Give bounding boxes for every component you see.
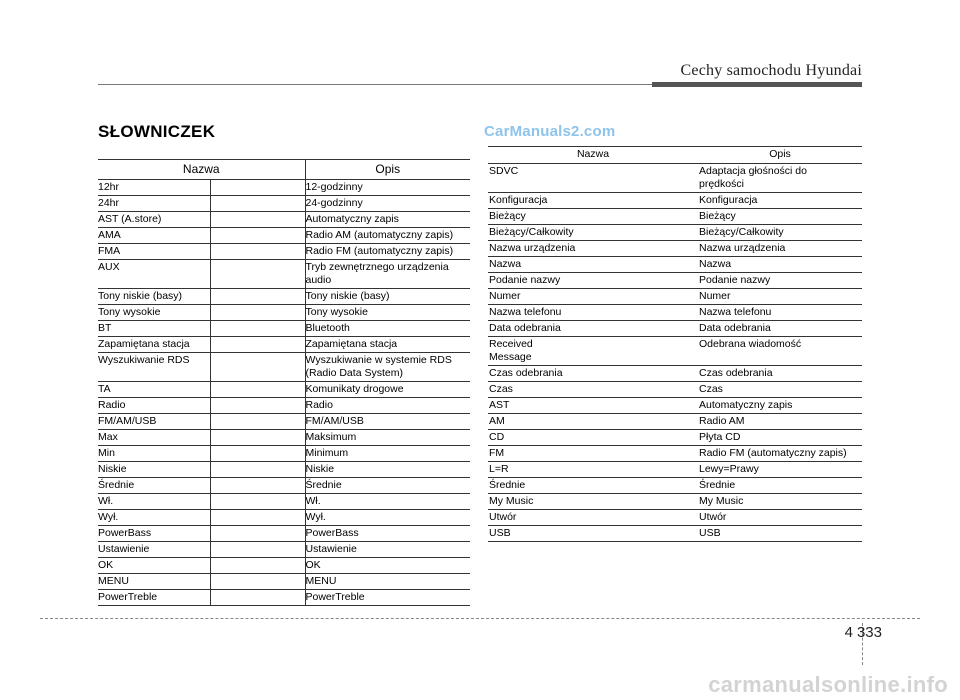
spacer-cell [210,289,305,305]
term-description: Tryb zewnętrznego urządzenia audio [305,260,470,289]
term-description: Średnie [698,478,862,494]
term-description: Wył. [305,510,470,526]
term-description: Radio AM (automatyczny zapis) [305,228,470,244]
table-row [488,510,862,526]
term-name: Zapamiętana stacja [98,337,210,353]
table-row [488,398,862,414]
glossary-table-left [98,159,470,606]
term-name: AST [488,398,698,414]
table-row [98,414,470,430]
term-description: Numer [698,289,862,305]
term-name: Niskie [98,462,210,478]
term-description: Wł. [305,494,470,510]
spacer-cell [210,510,305,526]
term-description: Nazwa telefonu [698,305,862,321]
spacer-cell [210,305,305,321]
table-row [98,353,470,382]
table-row [488,414,862,430]
table-row [98,289,470,305]
term-name: Wł. [98,494,210,510]
footer-divider [40,618,920,619]
term-description: Podanie nazwy [698,273,862,289]
table-row [488,209,862,225]
term-name: AUX [98,260,210,289]
term-description: Tony niskie (basy) [305,289,470,305]
table-row [488,478,862,494]
table-row [488,164,862,193]
term-description: Niskie [305,462,470,478]
table-row [98,542,470,558]
term-name: Nazwa urządzenia [488,241,698,257]
table-header-row [488,147,862,164]
page-header-title: Cechy samochodu Hyundai [680,62,862,79]
section-title: SŁOWNICZEK [98,122,216,141]
term-name: PowerTreble [98,590,210,606]
spacer-cell [210,212,305,228]
term-description: Nazwa urządzenia [698,241,862,257]
table-row [98,574,470,590]
table-row [98,305,470,321]
term-name: FMA [98,244,210,260]
column-header-description: Opis [305,160,470,180]
term-name: Średnie [488,478,698,494]
term-description: Wyszukiwanie w systemie RDS (Radio Data System) [305,353,470,382]
term-description: Radio FM (automatyczny zapis) [305,244,470,260]
term-name: L=R [488,462,698,478]
term-name: OK [98,558,210,574]
table-row [488,366,862,382]
term-name: Bieżący/Całkowity [488,225,698,241]
term-name: AM [488,414,698,430]
table-row [98,228,470,244]
table-row [98,244,470,260]
term-description: Płyta CD [698,430,862,446]
table-row [488,430,862,446]
table-row [98,494,470,510]
table-row [98,337,470,353]
spacer-cell [210,526,305,542]
term-description: OK [305,558,470,574]
spacer-cell [210,446,305,462]
table-row [488,446,862,462]
spacer-cell [210,414,305,430]
chapter-number: 4 [844,624,853,641]
term-description: Czas odebrania [698,366,862,382]
term-description: My Music [698,494,862,510]
table-row [488,305,862,321]
watermark-carmanualsonline: carmanualsonline.info [708,672,948,697]
spacer-cell [210,321,305,337]
term-name: AST (A.store) [98,212,210,228]
table-row [98,382,470,398]
term-name: PowerBass [98,526,210,542]
table-row [98,212,470,228]
table-row [488,289,862,305]
table-row [488,321,862,337]
column-header-name: Nazwa [488,147,698,164]
table-row [98,430,470,446]
term-description: PowerTreble [305,590,470,606]
term-description: Bieżący [698,209,862,225]
table-row [98,462,470,478]
table-row [488,337,862,366]
term-description: 12-godzinny [305,180,470,196]
term-name: Data odebrania [488,321,698,337]
term-name: CD [488,430,698,446]
term-name: Nazwa telefonu [488,305,698,321]
spacer-cell [210,494,305,510]
watermark-carmanuals2: CarManuals2.com [484,123,616,140]
term-name: Nazwa [488,257,698,273]
term-name: My Music [488,494,698,510]
term-description: MENU [305,574,470,590]
term-name: FM [488,446,698,462]
spacer-cell [210,180,305,196]
term-name: Ustawienie [98,542,210,558]
table-row [98,196,470,212]
term-name: BT [98,321,210,337]
term-name: Max [98,430,210,446]
term-description: Radio FM (automatyczny zapis) [698,446,862,462]
page-number-value: 333 [856,624,882,641]
spacer-cell [210,430,305,446]
table-row [488,526,862,542]
term-name: FM/AM/USB [98,414,210,430]
term-description: Bieżący/Całkowity [698,225,862,241]
term-description: Tony wysokie [305,305,470,321]
table-row [488,193,862,209]
spacer-cell [210,228,305,244]
table-row [98,510,470,526]
table-row [488,462,862,478]
spacer-cell [210,542,305,558]
term-description: USB [698,526,862,542]
spacer-cell [210,574,305,590]
term-description: Konfiguracja [698,193,862,209]
term-description: Średnie [305,478,470,494]
table-row [98,398,470,414]
term-name: MENU [98,574,210,590]
term-description: Data odebrania [698,321,862,337]
term-description: Radio [305,398,470,414]
term-description: Maksimum [305,430,470,446]
term-name: Średnie [98,478,210,494]
spacer-cell [210,353,305,382]
term-name: Tony niskie (basy) [98,289,210,305]
page-number [845,624,882,641]
glossary-table-right [488,146,862,542]
table-row [488,382,862,398]
term-name: SDVC [488,164,698,193]
table-row [98,446,470,462]
term-description: Automatyczny zapis [305,212,470,228]
spacer-cell [210,478,305,494]
term-description: Bluetooth [305,321,470,337]
term-name: TA [98,382,210,398]
term-name: Konfiguracja [488,193,698,209]
column-header-name: Nazwa [98,160,305,180]
spacer-cell [210,382,305,398]
table-row [98,260,470,289]
spacer-cell [210,398,305,414]
term-name: Bieżący [488,209,698,225]
term-name: Utwór [488,510,698,526]
term-name: Tony wysokie [98,305,210,321]
term-description: Odebrana wiadomość [698,337,862,366]
term-name: Podanie nazwy [488,273,698,289]
term-name: USB [488,526,698,542]
spacer-cell [210,462,305,478]
header-rule-accent [652,82,862,87]
table-row [98,526,470,542]
table-row [488,494,862,510]
table-row [98,558,470,574]
term-name: Numer [488,289,698,305]
term-name: Wył. [98,510,210,526]
term-description: Zapamiętana stacja [305,337,470,353]
term-name: Wyszukiwanie RDS [98,353,210,382]
term-description: Nazwa [698,257,862,273]
spacer-cell [210,244,305,260]
term-description: Lewy=Prawy [698,462,862,478]
term-name: Czas [488,382,698,398]
term-name [488,337,698,366]
table-header-row [98,160,470,180]
table-row [98,590,470,606]
term-description: Ustawienie [305,542,470,558]
table-row [488,241,862,257]
table-row [98,321,470,337]
column-header-description: Opis [698,147,862,164]
spacer-cell [210,590,305,606]
term-name: 24hr [98,196,210,212]
term-description: Czas [698,382,862,398]
term-description: Minimum [305,446,470,462]
term-description: Komunikaty drogowe [305,382,470,398]
term-description: Radio AM [698,414,862,430]
term-description: Utwór [698,510,862,526]
table-row [488,257,862,273]
spacer-cell [210,260,305,289]
term-name: Min [98,446,210,462]
term-name: Radio [98,398,210,414]
term-name: 12hr [98,180,210,196]
table-row [98,478,470,494]
term-description: Adaptacja głośności do prędkości [698,164,862,193]
term-name: AMA [98,228,210,244]
table-row [488,273,862,289]
term-name-text: Received Message [489,338,533,363]
spacer-cell [210,337,305,353]
header-rule [98,84,653,85]
spacer-cell [210,196,305,212]
table-row [98,180,470,196]
spacer-cell [210,558,305,574]
term-description: FM/AM/USB [305,414,470,430]
term-description: PowerBass [305,526,470,542]
term-description: Automatyczny zapis [698,398,862,414]
term-name: Czas odebrania [488,366,698,382]
table-row [488,225,862,241]
term-description: 24-godzinny [305,196,470,212]
